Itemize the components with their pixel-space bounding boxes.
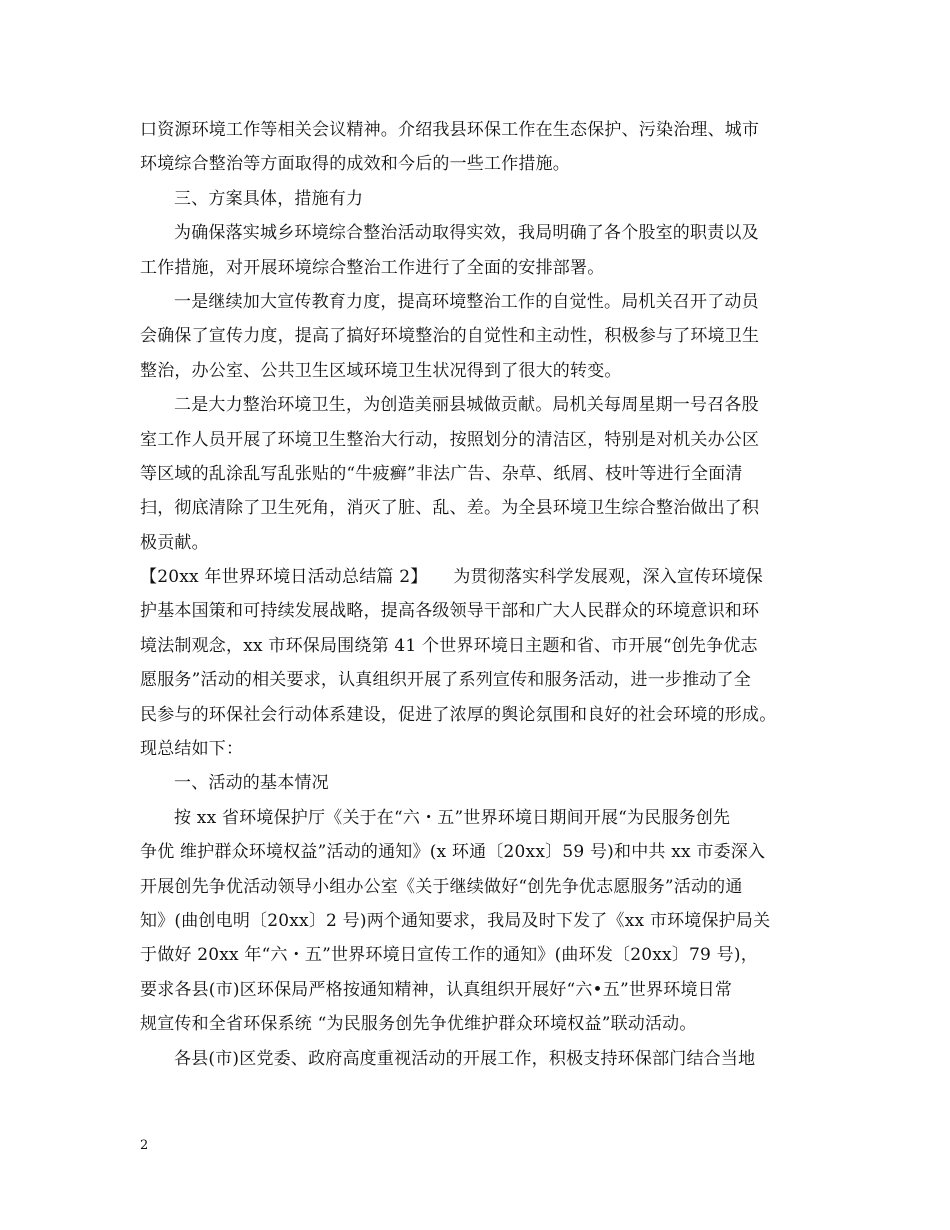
text-line: 极贡献。 bbox=[140, 532, 209, 553]
text-line: 要求各县(市)区环保局严格按通知精神，认真组织开展好“六•五”世界环境日常 bbox=[140, 979, 733, 1000]
text-line: 扫，彻底清除了卫生死角，消灭了脏、乱、差。为全县环境卫生综合整治做出了积 bbox=[140, 498, 760, 519]
text-line: 各县(市)区党委、政府高度重视活动的开展工作，积极支持环保部门结合当地 bbox=[174, 1048, 756, 1069]
article-title-line: 【20xx 年世界环境日活动总结篇 2】 为贯彻落实科学发展观，深入宣传环境保 bbox=[140, 567, 763, 588]
text-line: 等区域的乱涂乱写乱张贴的“牛疲癣”非法广告、杂草、纸屑、枝叶等进行全面清 bbox=[140, 463, 743, 484]
text-line: 按 xx 省环境保护厅《关于在“六・五”世界环境日期间开展“为民服务创先 bbox=[174, 807, 731, 828]
page-number: 2 bbox=[140, 1138, 149, 1153]
text-line: 一是继续加大宣传教育力度，提高环境整治工作的自觉性。局机关召开了动员 bbox=[174, 291, 759, 312]
text-line: 规宣传和全省环保系统 “为民服务创先争优维护群众环境权益”联动活动。 bbox=[140, 1014, 697, 1035]
text-line: 为确保落实城乡环境综合整治活动取得实效，我局明确了各个股室的职责以及 bbox=[174, 223, 759, 244]
text-line: 会确保了宣传力度，提高了搞好环境整治的自觉性和主动性，积极参与了环境卫生 bbox=[140, 326, 760, 347]
text-line: 口资源环境工作等相关会议精神。介绍我县环保工作在生态保护、污染治理、城市 bbox=[140, 120, 760, 140]
text-line: 二是大力整治环境卫生，为创造美丽县城做贡献。局机关每周星期一号召各股 bbox=[174, 395, 759, 416]
text-line: 境法制观念，xx 市环保局围绕第 41 个世界环境日主题和省、市开展“创先争优志 bbox=[140, 635, 758, 656]
text-line: 环境综合整治等方面取得的成效和今后的一些工作措施。 bbox=[140, 154, 570, 175]
text-line: 于做好 20xx 年“六・五”世界环境日宣传工作的通知》(曲环发〔20xx〕79 号)， bbox=[140, 945, 758, 966]
text-line: 现总结如下： bbox=[140, 739, 244, 760]
section-heading: 三、方案具体，措施有力 bbox=[174, 188, 364, 209]
document-body bbox=[140, 113, 830, 1076]
text-line: 知》(曲创电明〔20xx〕2 号)两个通知要求，我局及时下发了《xx 市环境保护局关 bbox=[140, 910, 771, 931]
text-line: 愿服务”活动的相关要求，认真组织开展了系列宣传和服务活动，进一步推动了全 bbox=[140, 670, 751, 691]
text-line: 室工作人员开展了环境卫生整治大行动，按照划分的清洁区，特别是对机关办公区 bbox=[140, 429, 760, 450]
text-line: 民参与的环保社会行动体系建设，促进了浓厚的舆论氛围和良好的社会环境的形成。 bbox=[140, 704, 777, 725]
text-line: 护基本国策和可持续发展战略，提高各级领导干部和广大人民群众的环境意识和环 bbox=[140, 601, 760, 622]
text-line: 工作措施，对开展环境综合整治工作进行了全面的安排部署。 bbox=[140, 257, 605, 278]
text-line: 开展创先争优活动领导小组办公室《关于继续做好“创先争优志愿服务”活动的通 bbox=[140, 876, 743, 897]
section-heading: 一、活动的基本情况 bbox=[174, 773, 329, 794]
text-line: 整治，办公室、公共卫生区域环境卫生状况得到了很大的转变。 bbox=[140, 360, 622, 381]
text-line: 争优 维护群众环境权益”活动的通知》(x 环通〔20xx〕59 号)和中共 xx 市委深入 bbox=[140, 842, 766, 863]
